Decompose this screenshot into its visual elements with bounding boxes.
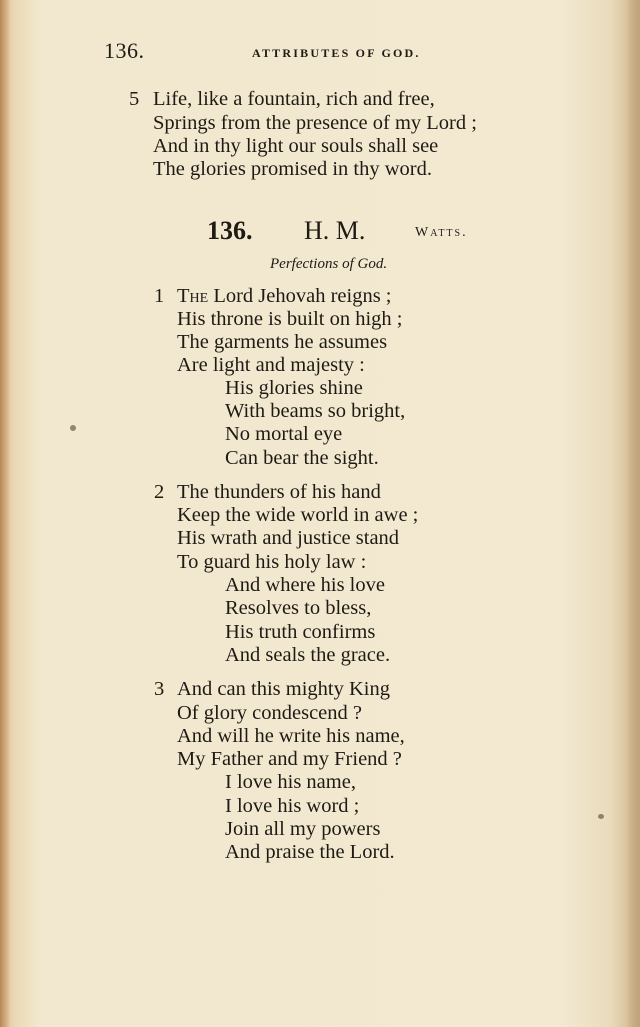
verse-line: And will he write his name, xyxy=(177,725,405,747)
verse-line-indented: And where his love xyxy=(225,574,385,596)
hymn-header xyxy=(0,216,640,246)
stanza-number: 5 xyxy=(129,88,140,110)
first-line-rest: Lord Jehovah reigns ; xyxy=(208,285,392,307)
verse-line: Of glory condescend ? xyxy=(177,702,363,724)
verse-line-indented: Can bear the sight. xyxy=(225,447,379,469)
verse-line-indented: I love his name, xyxy=(225,771,356,793)
paper-speck xyxy=(598,814,604,819)
page-number: 136. xyxy=(104,38,145,63)
page-edge-left xyxy=(0,0,10,1027)
verse-line-indented: And praise the Lord. xyxy=(225,841,395,863)
verse-line-indented: And seals the grace. xyxy=(225,644,391,666)
hymn-meter: H. M. xyxy=(304,216,366,245)
verse-line: The thunders of his hand xyxy=(177,481,381,503)
verse-line: And can this mighty King xyxy=(177,678,390,700)
verse-line: Springs from the presence of my Lord ; xyxy=(153,112,477,134)
page-edge-right xyxy=(626,0,640,1027)
hymn-number: 136. xyxy=(207,216,253,245)
verse-line: And in thy light our souls shall see xyxy=(153,135,439,157)
verse-line: Keep the wide world in awe ; xyxy=(177,504,419,526)
verse-line: Life, like a fountain, rich and free, xyxy=(153,88,435,110)
drop-word: The xyxy=(177,285,209,307)
verse-line-first xyxy=(177,286,392,307)
verse-line: His wrath and justice stand xyxy=(177,527,400,549)
stanza-number: 1 xyxy=(154,285,165,307)
verse-line-indented: With beams so bright, xyxy=(225,400,406,422)
verse-line-indented: His truth confirms xyxy=(225,621,376,643)
verse-line-indented: No mortal eye xyxy=(225,423,343,445)
hymn-subject: Perfections of God. xyxy=(270,256,388,272)
paper-speck xyxy=(70,425,76,431)
verse-line: His throne is built on high ; xyxy=(177,308,403,330)
verse-line: The glories promised in thy word. xyxy=(153,158,432,180)
verse-line-indented: Resolves to bless, xyxy=(225,597,372,619)
verse-line: My Father and my Friend ? xyxy=(177,748,402,770)
running-head xyxy=(0,38,640,68)
verse-line-indented: Join all my powers xyxy=(225,818,381,840)
verse-line: The garments he assumes xyxy=(177,331,388,353)
stanza-number: 2 xyxy=(154,481,165,503)
running-title: ATTRIBUTES OF GOD. xyxy=(252,46,421,60)
hymn-author: Watts. xyxy=(415,225,468,240)
verse-line-indented: I love his word ; xyxy=(225,795,360,817)
verse-line: To guard his holy law : xyxy=(177,551,367,573)
verse-line: Are light and majesty : xyxy=(177,354,365,376)
stanza-number: 3 xyxy=(154,678,165,700)
verse-line-indented: His glories shine xyxy=(225,377,363,399)
